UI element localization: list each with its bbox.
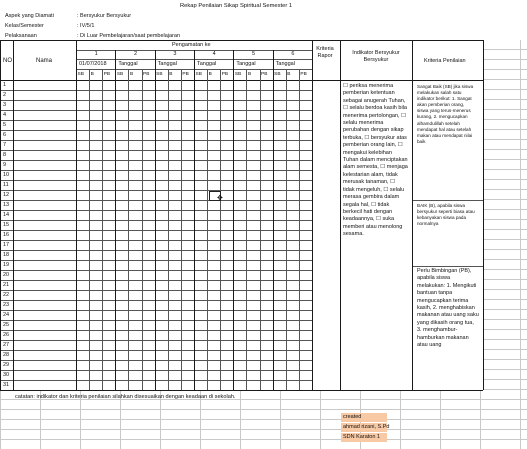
kelas-value: : IV/5/1 (77, 23, 95, 29)
kriteria-b: BAIK (B), apabila siswa bersyukur seperti biasa atau kebanyakan siswa pada normalnya (417, 203, 475, 227)
row-number: 5 (3, 121, 7, 128)
sub-col-line (220, 69, 221, 390)
date-6: Tanggal (275, 60, 295, 67)
group-number-5: 5 (252, 51, 256, 57)
col-line (76, 40, 77, 390)
group-number-4: 4 (212, 51, 216, 57)
row-line (0, 200, 312, 201)
sub-col-line (181, 69, 182, 390)
row-line (0, 360, 312, 361)
row-number: 17 (3, 241, 10, 248)
date-5: Tanggal (236, 60, 256, 67)
row-number: 7 (3, 141, 7, 148)
header-pengamatan: Pengamatan ke (172, 42, 211, 48)
sub-label-b: B (247, 72, 252, 77)
row-line (0, 180, 312, 181)
row-number: 30 (3, 371, 10, 378)
row-number: 1 (3, 81, 7, 88)
signature-school: SDN Karaton 1 (343, 434, 380, 440)
row-line (0, 100, 312, 101)
sub-label-b: B (90, 72, 94, 77)
row-number: 3 (3, 101, 7, 108)
row-line (0, 310, 312, 311)
kriteria-divider (412, 266, 483, 267)
kelas-label: Kelas/Semester (5, 23, 44, 29)
header-bottom-line (0, 80, 483, 81)
sub-label-b: B (169, 72, 173, 77)
row-line (0, 320, 312, 321)
kriteria-divider (412, 200, 483, 201)
row-number: 25 (3, 321, 10, 328)
row-number: 6 (3, 131, 7, 138)
catatan-note: catatan: indikator dan kriteria penilaian silahkan disesuaikan dengan keadaan di sekolah. (15, 394, 236, 400)
sub-label-b: B (208, 72, 212, 77)
table-bottom-line (0, 390, 483, 391)
table-left-line (0, 40, 1, 390)
row-line (0, 220, 312, 221)
signature-name: ahmad rizani, S.Pd (343, 424, 390, 430)
row-number: 23 (3, 301, 10, 308)
group-number-1: 1 (94, 51, 98, 57)
row-line (0, 260, 312, 261)
header-no: NO (3, 58, 12, 64)
group-col-line (273, 50, 274, 390)
sub-col-line (102, 69, 103, 390)
row-number: 22 (3, 291, 10, 298)
group-col-line (155, 50, 156, 390)
row-line (0, 370, 312, 371)
pelaksanaan-value: : Di Luar Pembelajaran/saat pembelajaran (77, 33, 181, 39)
row-number: 19 (3, 261, 10, 268)
sub-label-pb: PB (143, 72, 150, 77)
header-kriteria-rapor (312, 46, 338, 61)
row-number: 28 (3, 351, 10, 358)
sub-col-line (207, 69, 208, 390)
sub-col-line (286, 69, 287, 390)
sub-label-sb: SB (234, 72, 242, 77)
row-line (0, 230, 312, 231)
row-line (0, 250, 312, 251)
row-line (0, 380, 312, 381)
row-number: 11 (3, 181, 9, 188)
row-line (0, 340, 312, 341)
kriteria-pb: Perlu Bimbingan (PB), apabila siswa melakukan: 1. Mengikuti bantuan tanpa mengucapkan terima kasih, 2. menghabiskan makanan atau uang saku yang dikasih orang tua, 3. menghambur-hamburkan makanan atau uang (417, 268, 479, 349)
row-number: 4 (3, 111, 7, 118)
row-line (0, 120, 312, 121)
group-number-2: 2 (134, 51, 138, 57)
row-number: 8 (3, 151, 7, 158)
row-line (0, 300, 312, 301)
row-number: 20 (3, 271, 10, 278)
sub-label-sb: SB (116, 72, 124, 77)
sub-label-sb: SB (195, 72, 202, 77)
col-line (412, 40, 413, 390)
header-indikator (343, 50, 409, 65)
sub-label-pb: PB (300, 72, 307, 77)
sub-col-line (142, 69, 143, 390)
date-1: 01/07/2018 (79, 60, 107, 67)
row-line (0, 280, 312, 281)
sub-label-b: B (287, 72, 291, 77)
sub-col-line (246, 69, 247, 390)
row-line (0, 170, 312, 171)
row-number: 24 (3, 311, 10, 318)
row-line (0, 160, 312, 161)
sub-label-pb: PB (182, 72, 189, 77)
col-line (340, 40, 341, 390)
row-line (0, 140, 312, 141)
table-right-line (483, 40, 484, 390)
row-line (0, 190, 312, 191)
row-line (0, 270, 312, 271)
row-number: 10 (3, 171, 10, 178)
signature-created: created (343, 414, 362, 420)
row-line (0, 130, 312, 131)
group-number-6: 6 (291, 51, 295, 57)
sub-label-pb: PB (221, 72, 229, 77)
sub-col-line (168, 69, 169, 390)
kriteria-sb: Sangat Baik (SB) jika siswa melakukan salah satu indikator berikut: 1. Sangat akan pemberian orang, siswa yang terus-menerus kurang, 2. mengucapkan alhamdulillah setelah mendapat hal atau setelah makan atau mendapat nilai baik (417, 84, 474, 144)
header-nama: Nama (36, 58, 53, 64)
sub-col-line (89, 69, 90, 390)
row-number: 26 (3, 331, 10, 338)
row-number: 14 (3, 211, 10, 218)
row-line (0, 210, 312, 211)
header-indikator-text: Indikator Bersyukur Bersyukur (352, 50, 400, 64)
group-number-3: 3 (173, 51, 177, 57)
row-number: 18 (3, 251, 10, 258)
sub-col-line (128, 69, 129, 390)
row-number: 12 (3, 191, 10, 198)
group-col-line (233, 50, 234, 390)
col-line (312, 40, 313, 390)
row-line (0, 350, 312, 351)
aspek-label: Aspek yang Diamati (5, 13, 54, 19)
sub-col-line (260, 69, 261, 390)
date-4: Tanggal (197, 60, 217, 67)
pelaksanaan-label: Pelaksanaan (5, 33, 37, 39)
sub-label-pb: PB (261, 72, 268, 77)
row-line (0, 330, 312, 331)
sub-col-line (299, 69, 300, 390)
row-number: 9 (3, 161, 7, 168)
header-kriteria-penilaian: Kriteria Penilaian (424, 58, 466, 64)
row-number: 16 (3, 231, 10, 238)
sub-label-b: B (129, 72, 134, 77)
sub-label-sb: SB (77, 72, 84, 77)
sub-label-sb: SB (274, 72, 281, 77)
sub-label-pb: PB (103, 72, 111, 77)
table-background (0, 40, 483, 391)
row-line (0, 90, 312, 91)
date-2: Tanggal (118, 60, 138, 67)
row-number: 27 (3, 341, 10, 348)
row-line (0, 240, 312, 241)
sub-label-sb: SB (156, 72, 163, 77)
page-title: Rekap Penilaian Sikap Spiritual Semester 1 (180, 3, 293, 9)
sheet-col-line (520, 0, 521, 449)
header-kriteria-rapor-text: Kriteria Rapor (316, 46, 334, 60)
indikator-text: ☐ periksa menerima pemberian ketentuan sebagai anugerah Tuhan, ☐ selalu berdoa kasih bila menerima pertolongan, ☐ selalu menerima perubahan dengan sikap terbuka, ☐ bersyukur atas pemberian orang lain, ☐ mengakui kelebihan Tuhan dalam menciptakan alam semesta, ☐ menjaga kelestarian alam, tidak merusak tanaman, ☐ tidak mengeluh, ☐ selalu merasa gembira dalam segala hal, ☐ tidak berkecil hati dengan keadaannya, ☐ suka memberi atau menolong sesama. (343, 83, 408, 238)
col-line (13, 40, 14, 390)
row-line (0, 290, 312, 291)
table-top-line (0, 40, 483, 41)
row-line (0, 110, 312, 111)
row-number: 15 (3, 221, 10, 228)
row-number: 21 (3, 281, 10, 288)
aspek-value: : Bersyukur Bersyukur (77, 13, 132, 19)
row-number: 31 (3, 381, 10, 388)
move-cursor-icon: ✥ (217, 195, 223, 202)
row-number: 29 (3, 361, 10, 368)
group-col-line (115, 50, 116, 390)
row-number: 2 (3, 91, 7, 98)
row-line (0, 150, 312, 151)
date-3: Tanggal (157, 60, 177, 67)
row-number: 13 (3, 201, 10, 208)
group-col-line (194, 50, 195, 390)
